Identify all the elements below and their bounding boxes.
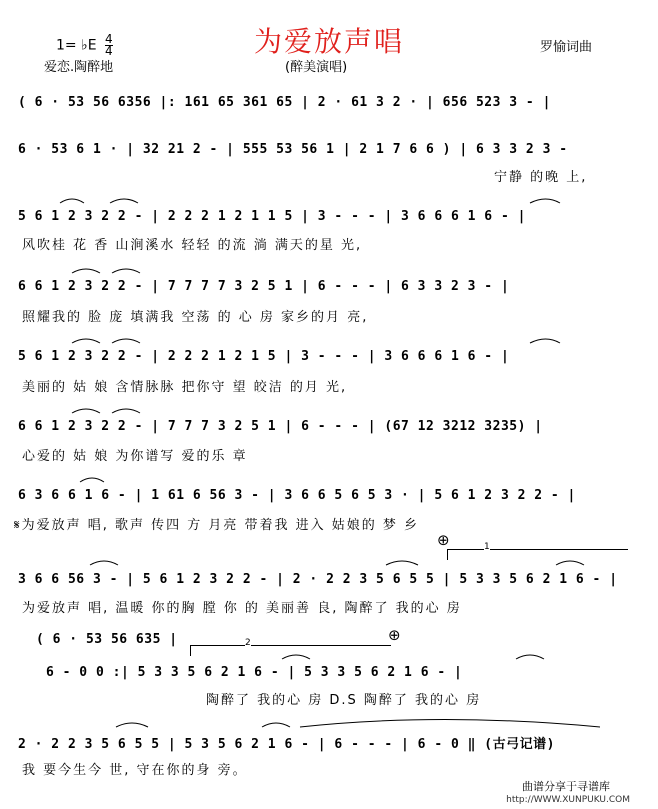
footer-source: 曲谱分享于寻谱库 <box>522 780 610 793</box>
coda-symbol-2: ⊕ <box>388 626 401 644</box>
song-title: 为爱放声唱 <box>253 25 404 58</box>
notation-line-8: 3 6 6 56 3 - | 5 6 1 2 3 2 2 - | 2 · 2 2 3 5 6 5 5 | 5 3 3 5 6 2 1 6 - | <box>18 572 618 587</box>
slur-mark <box>112 339 140 343</box>
notation-line-7: 6 3 6 6 1 6 - | 1 61 6 56 3 - | 3 6 6 5 6 5 3 · | 5 6 1 2 3 2 2 - | <box>18 488 576 503</box>
slur-mark <box>60 199 84 203</box>
notation-line-10: 6 - 0 0 :| 5 3 3 5 6 2 1 6 - | 5 3 3 5 6 2 1 6 - | <box>46 665 463 680</box>
notation-line-2: 6 · 53 6 1 · | 32 21 2 - | 555 53 56 1 | 2 1 7 6 6 ) | 6 3 3 2 3 - <box>18 142 568 157</box>
notation-line-1: ( 6 · 53 56 6356 |: 161 65 361 65 | 2 · 61 3 2 · | 656 523 3 - | <box>18 95 551 110</box>
time-signature: $\frac{4}{4}$ <box>105 32 113 58</box>
notation-line-6: 6 6 1 2 3 2 2 - | 7 7 7 3 2 5 1 | 6 - - - | (67 12 3212 3235) | <box>18 419 543 434</box>
lyric-line-8: 为爱放声 唱, 温暖 你的胸 膛 你 的 美丽善 良, 陶醉了 我的心 房 <box>22 601 462 616</box>
slur-mark <box>116 723 148 727</box>
slur-mark <box>72 269 100 273</box>
volta-bracket-2: 2 <box>190 645 391 656</box>
composer-credit: 罗愉词曲 <box>540 40 593 55</box>
performer: (醉美演唱) <box>285 60 348 75</box>
lyric-line-2: 宁静 的晚 上, <box>494 170 588 185</box>
key-label: 1= ♭E <box>56 37 97 54</box>
lyric-line-10: 陶醉了 我的心 房 D.S 陶醉了 我的心 房 <box>206 693 482 708</box>
slur-mark <box>112 269 140 273</box>
slur-mark <box>556 561 584 565</box>
slur-mark <box>110 199 138 203</box>
lyric-line-5: 美丽的 姑 娘 含情脉脉 把你守 望 皎洁 的月 光, <box>22 380 348 395</box>
coda-symbol: ⊕ <box>437 531 450 549</box>
notation-line-11: 2 · 2 2 3 5 6 5 5 | 5 3 5 6 2 1 6 - | 6 - - - | 6 - 0 ‖ (古弓记谱) <box>18 737 555 752</box>
slur-mark <box>72 409 100 413</box>
lyric-line-3: 风吹桂 花 香 山涧溪水 轻轻 的流 淌 满天的星 光, <box>22 238 363 253</box>
lyric-line-4: 照耀我的 脸 庞 填满我 空荡 的 心 房 家乡的月 亮, <box>22 310 369 325</box>
lyric-line-7: 𝄋为爱放声 唱, 歌声 传四 方 月亮 带着我 进入 姑娘的 梦 乡 <box>14 518 420 533</box>
slur-mark <box>90 561 118 565</box>
slur-mark <box>386 561 418 565</box>
notation-line-4: 6 6 1 2 3 2 2 - | 7 7 7 7 3 2 5 1 | 6 - - - | 6 3 3 2 3 - | <box>18 279 510 294</box>
lyric-line-11: 我 要今生今 世, 守在你的身 旁。 <box>22 763 248 778</box>
slur-mark <box>530 199 560 203</box>
footer-url[interactable]: http://WWW.XUNPUKU.COM <box>506 795 630 805</box>
volta-bracket-1: 1 <box>447 549 628 560</box>
slur-mark <box>530 339 560 343</box>
slur-mark <box>112 409 140 413</box>
slur-mark <box>282 655 310 659</box>
tempo-expression: 爱恋.陶醉地 <box>44 60 114 75</box>
slur-mark <box>72 339 100 343</box>
slur-mark <box>80 478 104 482</box>
slur-mark <box>262 723 290 727</box>
notation-line-5: 5 6 1 2 3 2 2 - | 2 2 2 1 2 1 5 | 3 - - - | 3 6 6 6 1 6 - | <box>18 349 510 364</box>
notation-line-9: ( 6 · 53 56 635 | <box>36 632 178 647</box>
notation-line-3: 5 6 1 2 3 2 2 - | 2 2 2 1 2 1 1 5 | 3 - - - | 3 6 6 6 1 6 - | <box>18 209 526 224</box>
slur-mark <box>516 655 544 659</box>
slur-mark <box>300 720 600 728</box>
lyric-line-6: 心爱的 姑 娘 为你谱写 爱的乐 章 <box>22 449 248 464</box>
